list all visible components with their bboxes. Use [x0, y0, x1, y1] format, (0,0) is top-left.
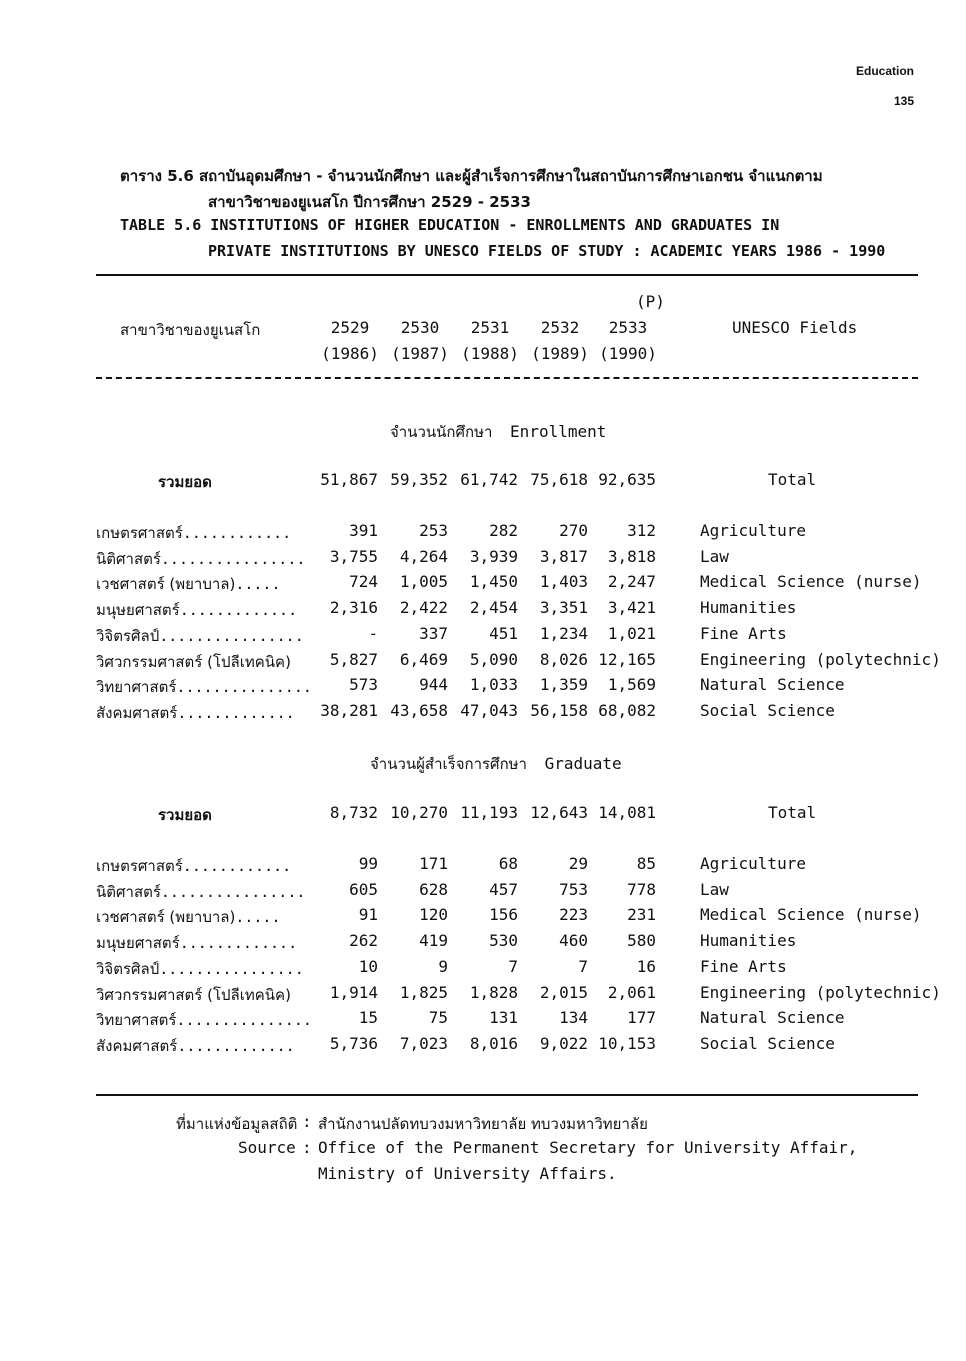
- row-label-th-text: นิติศาสตร์: [96, 549, 161, 568]
- row-value: 6,469: [399, 649, 448, 669]
- row-leader-dots: .............: [177, 703, 295, 722]
- row-value: 3,939: [469, 546, 518, 566]
- row-value: 8,016: [469, 1033, 518, 1053]
- row-value: 3,817: [539, 546, 588, 566]
- row-value: 1,234: [539, 623, 588, 643]
- row-label-en: Engineering (polytechnic): [700, 649, 941, 669]
- row-label-th-text: วิทยาศาสตร์: [96, 678, 177, 697]
- graduate-heading-th: จำนวนผู้สำเร็จการศึกษา: [370, 755, 527, 773]
- row-label-th-text: วิจิตรศิลป์: [96, 959, 160, 978]
- row-leader-dots: .....: [235, 575, 281, 594]
- row-value: 457: [489, 879, 518, 899]
- row-label-en: Fine Arts: [700, 956, 787, 976]
- row-label-th: [96, 880, 305, 904]
- row-leader-dots: ................: [160, 549, 306, 568]
- row-value: 7,023: [399, 1033, 448, 1053]
- total-label-th: รวมยอด: [158, 473, 212, 491]
- total-label-th: รวมยอด: [158, 806, 212, 824]
- row-value: 15: [358, 1008, 378, 1028]
- title-th-line2: สาขาวิชาของยูเนสโก ปีการศึกษา 2529 - 2533: [208, 193, 531, 211]
- row-value: 120: [419, 905, 448, 925]
- row-label-th: [96, 701, 295, 725]
- row-value: 944: [419, 675, 448, 695]
- row-value: 2,454: [469, 598, 518, 618]
- row-value: 312: [627, 521, 656, 540]
- row-label-th-text: เวชศาสตร์ (พยาบาล): [96, 575, 236, 594]
- row-value: 1,033: [469, 675, 518, 695]
- row-value: 7: [508, 956, 518, 976]
- year-header-th: 2532: [540, 318, 580, 337]
- row-value: 156: [489, 905, 518, 925]
- row-value: 460: [559, 931, 588, 951]
- row-value: 262: [349, 931, 378, 951]
- header-rule: [96, 377, 918, 379]
- row-value: 177: [627, 1008, 656, 1028]
- year-header-en: (1990): [599, 344, 657, 363]
- row-label-en: Natural Science: [700, 675, 845, 695]
- row-value: 530: [489, 931, 518, 951]
- row-value: 10: [358, 956, 378, 976]
- year-header-en: (1988): [461, 344, 519, 363]
- row-value: 1,021: [607, 623, 656, 643]
- row-leader-dots: ...............: [176, 1011, 312, 1030]
- row-leader-dots: ................: [159, 626, 304, 645]
- source-separator-th: :: [302, 1112, 312, 1131]
- title-en-line2: PRIVATE INSTITUTIONS BY UNESCO FIELDS OF STUDY : ACADEMIC YEARS 1986 - 1990: [208, 242, 886, 260]
- row-label-en: Medical Science (nurse): [700, 905, 922, 925]
- row-value: 337: [419, 623, 448, 643]
- row-label-en: Agriculture: [700, 521, 806, 540]
- row-value: 134: [559, 1008, 588, 1028]
- page-number: 135: [893, 94, 914, 108]
- row-value: 2,316: [329, 598, 378, 618]
- row-value: 131: [489, 1008, 518, 1028]
- row-value: 580: [627, 931, 656, 951]
- row-label-en: Fine Arts: [700, 623, 787, 643]
- row-value: 3,351: [539, 598, 588, 618]
- row-label-th: [96, 854, 291, 878]
- row-value: 778: [627, 879, 656, 899]
- row-value: 2,015: [539, 982, 588, 1002]
- row-label-th-text: วิจิตรศิลป์: [96, 626, 160, 645]
- row-label-th-text: วิศวกรรมศาสตร์ (โปลีเทคนิค): [96, 985, 291, 1004]
- total-value: 11,193: [460, 803, 518, 822]
- row-value: 85: [636, 854, 656, 873]
- row-value: 419: [419, 931, 448, 951]
- row-label-th-text: สังคมศาสตร์: [96, 703, 178, 722]
- year-header-en: (1987): [391, 344, 449, 363]
- row-value: 451: [489, 623, 518, 643]
- row-label-en: Natural Science: [700, 1008, 845, 1028]
- row-value: 628: [419, 879, 448, 899]
- column-header-th: สาขาวิชาของยูเนสโก: [120, 321, 261, 339]
- row-value: 724: [349, 572, 378, 592]
- row-label-en: Agriculture: [700, 854, 806, 873]
- row-value: 12,165: [598, 649, 656, 669]
- total-label-en: Total: [768, 470, 817, 489]
- total-value: 92,635: [598, 470, 656, 489]
- row-label-th: [96, 1034, 295, 1058]
- row-value: 753: [559, 879, 588, 899]
- row-value: -: [368, 623, 378, 643]
- row-label-th: [96, 521, 291, 545]
- row-leader-dots: ...............: [176, 678, 312, 697]
- enrollment-heading-th: จำนวนนักศึกษา: [390, 423, 493, 441]
- graduate-heading: [370, 752, 622, 776]
- bottom-rule: [96, 1094, 918, 1096]
- source-text-th: สำนักงานปลัดทบวงมหาวิทยาลัย ทบวงมหาวิทยาลัย: [318, 1115, 648, 1133]
- row-value: 605: [349, 879, 378, 899]
- row-value: 223: [559, 905, 588, 925]
- row-leader-dots: ............: [182, 857, 292, 875]
- total-value: 75,618: [530, 470, 588, 489]
- column-header-en: UNESCO Fields: [732, 318, 858, 337]
- section-label: Education: [855, 64, 914, 78]
- row-value: 3,818: [607, 546, 656, 566]
- row-value: 171: [419, 854, 448, 873]
- enrollment-heading-en: Enrollment: [510, 422, 607, 441]
- row-label-th: [96, 598, 297, 622]
- row-label-en: Humanities: [700, 931, 797, 951]
- row-label-en: Humanities: [700, 598, 797, 618]
- top-rule: [96, 274, 918, 276]
- row-value: 16: [636, 956, 656, 976]
- row-label-th-text: สังคมศาสตร์: [96, 1036, 178, 1055]
- row-value: 5,090: [469, 649, 518, 669]
- total-label-en: Total: [768, 803, 817, 822]
- total-value: 51,867: [320, 470, 378, 489]
- row-label-en: Law: [700, 546, 729, 566]
- source-separator-en: :: [302, 1138, 312, 1157]
- row-value: 47,043: [460, 700, 518, 720]
- row-value: 75: [428, 1008, 448, 1028]
- row-label-th-text: มนุษยศาสตร์: [96, 601, 180, 620]
- row-value: 8,026: [539, 649, 588, 669]
- row-value: 9: [438, 956, 448, 976]
- row-value: 1,359: [539, 675, 588, 695]
- row-label-th: [96, 957, 304, 981]
- row-label-th-text: วิศวกรรมศาสตร์ (โปลีเทคนิค): [96, 652, 291, 671]
- row-label-th-text: วิทยาศาสตร์: [96, 1011, 177, 1030]
- title-th-line1: ตาราง 5.6 สถาบันอุดมศึกษา - จำนวนนักศึกษา และผู้สำเร็จการศึกษาในสถาบันการศึกษาเอกชน จำแนกตาม: [120, 167, 823, 185]
- row-label-th-text: มนุษยศาสตร์: [96, 934, 180, 953]
- year-header-th: 2529: [330, 318, 370, 337]
- year-header-th: 2530: [400, 318, 440, 337]
- row-label-th: [96, 675, 312, 699]
- row-value: 68,082: [598, 700, 656, 720]
- row-label-th: [96, 650, 291, 674]
- row-value: 4,264: [399, 546, 448, 566]
- source-text-en-line1: Office of the Permanent Secretary for University Affair,: [318, 1138, 858, 1157]
- row-label-th-text: เกษตรศาสตร์: [96, 524, 183, 542]
- row-value: 1,825: [399, 982, 448, 1002]
- row-label-th: [96, 1008, 312, 1032]
- row-label-th: [96, 983, 291, 1007]
- row-value: 1,569: [607, 675, 656, 695]
- row-value: 3,421: [607, 598, 656, 618]
- row-label-th: [96, 624, 304, 648]
- row-value: 1,828: [469, 982, 518, 1002]
- row-label-en: Social Science: [700, 1033, 835, 1053]
- row-value: 573: [349, 675, 378, 695]
- row-value: 2,061: [607, 982, 656, 1002]
- row-value: 99: [358, 854, 378, 873]
- source-label-th: ที่มาแห่งข้อมูลสถิติ: [176, 1115, 298, 1133]
- row-value: 2,422: [399, 598, 448, 618]
- row-value: 68: [498, 854, 518, 873]
- row-value: 38,281: [320, 700, 378, 720]
- row-leader-dots: .....: [235, 908, 281, 927]
- row-value: 29: [568, 854, 588, 873]
- row-value: 253: [419, 521, 448, 540]
- row-leader-dots: ................: [160, 882, 306, 901]
- year-header-th: 2533: [608, 318, 648, 337]
- row-leader-dots: ............: [182, 524, 292, 542]
- total-value: 61,742: [460, 470, 518, 489]
- row-label-en: Social Science: [700, 700, 835, 720]
- total-value: 10,270: [390, 803, 448, 822]
- title-en-line1: TABLE 5.6 INSTITUTIONS OF HIGHER EDUCATION - ENROLLMENTS AND GRADUATES IN: [120, 216, 780, 234]
- row-label-th: [96, 572, 281, 596]
- source-label-en: Source: [238, 1138, 296, 1157]
- year-header-en: (1989): [531, 344, 589, 363]
- row-leader-dots: .............: [177, 1036, 295, 1055]
- row-value: 9,022: [539, 1033, 588, 1053]
- row-value: 1,914: [329, 982, 378, 1002]
- row-value: 10,153: [598, 1033, 656, 1053]
- row-label-en: Medical Science (nurse): [700, 572, 922, 592]
- row-value: 1,005: [399, 572, 448, 592]
- row-value: 56,158: [530, 700, 588, 720]
- row-value: 1,403: [539, 572, 588, 592]
- row-leader-dots: .............: [179, 601, 298, 620]
- preliminary-mark: (P): [636, 292, 665, 311]
- year-header-en: (1986): [321, 344, 379, 363]
- row-value: 282: [489, 521, 518, 540]
- row-label-th: [96, 547, 305, 571]
- row-value: 391: [349, 521, 378, 540]
- graduate-heading-en: Graduate: [544, 754, 622, 773]
- row-label-th: [96, 905, 281, 929]
- row-value: 270: [559, 521, 588, 540]
- total-value: 59,352: [390, 470, 448, 489]
- row-leader-dots: ................: [159, 959, 304, 978]
- total-value: 12,643: [530, 803, 588, 822]
- total-value: 8,732: [329, 803, 378, 822]
- row-value: 91: [358, 905, 378, 925]
- enrollment-heading: [390, 420, 606, 444]
- row-value: 2,247: [607, 572, 656, 592]
- row-value: 5,736: [329, 1033, 378, 1053]
- year-header-th: 2531: [470, 318, 510, 337]
- source-text-en-line2: Ministry of University Affairs.: [318, 1164, 617, 1183]
- row-label-en: Engineering (polytechnic): [700, 982, 941, 1002]
- row-label-en: Law: [700, 879, 729, 899]
- row-label-th-text: นิติศาสตร์: [96, 882, 161, 901]
- row-label-th-text: เวชศาสตร์ (พยาบาล): [96, 908, 236, 927]
- row-value: 1,450: [469, 572, 518, 592]
- total-value: 14,081: [598, 803, 656, 822]
- row-value: 231: [627, 905, 656, 925]
- row-value: 3,755: [329, 546, 378, 566]
- row-label-th: [96, 931, 297, 955]
- row-label-th-text: เกษตรศาสตร์: [96, 857, 183, 875]
- row-value: 5,827: [329, 649, 378, 669]
- row-leader-dots: .............: [179, 934, 298, 953]
- row-value: 7: [578, 956, 588, 976]
- row-value: 43,658: [390, 700, 448, 720]
